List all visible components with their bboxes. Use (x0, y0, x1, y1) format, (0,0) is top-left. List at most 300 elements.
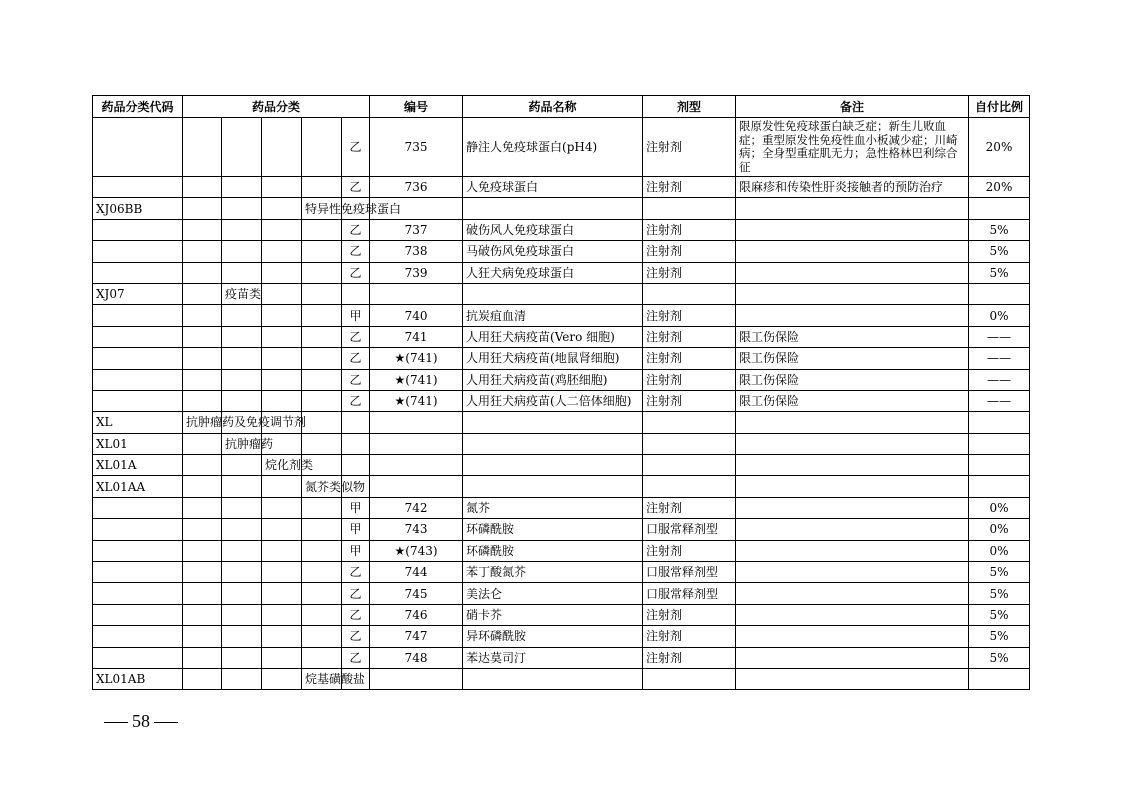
cell-num: 736 (370, 177, 463, 198)
cell-remark (736, 198, 969, 219)
cell-form: 注射剂 (643, 369, 736, 390)
cell-cat2 (222, 497, 262, 518)
cell-num: 745 (370, 583, 463, 604)
cell-cat2 (222, 348, 262, 369)
cell-name (463, 668, 643, 689)
cell-cat1 (183, 177, 222, 198)
cell-form: 注射剂 (643, 390, 736, 411)
cell-cat4 (302, 348, 342, 369)
cell-num: 742 (370, 497, 463, 518)
cell-ratio: 20% (969, 118, 1030, 177)
cell-cat1 (183, 118, 222, 177)
cell-cat2 (222, 219, 262, 240)
page-number (100, 711, 182, 732)
cell-name (463, 412, 643, 433)
cell-code: XL (93, 412, 183, 433)
cell-remark (736, 604, 969, 625)
cell-cat3 (262, 118, 302, 177)
cell-ratio (969, 455, 1030, 476)
cell-form: 注射剂 (643, 219, 736, 240)
cell-ratio (969, 668, 1030, 689)
cell-name (463, 433, 643, 454)
cell-cat1 (183, 455, 222, 476)
cell-code (93, 562, 183, 583)
table-row (93, 497, 1030, 518)
cell-ratio: 5% (969, 562, 1030, 583)
table-row (93, 326, 1030, 347)
cell-code: XJ06BB (93, 198, 183, 219)
cell-ratio: 0% (969, 540, 1030, 561)
cell-cat3 (262, 540, 302, 561)
cell-num: 739 (370, 262, 463, 283)
cell-cat3 (262, 305, 302, 326)
cell-cat4: 烷基磺酸盐 (302, 668, 342, 689)
cell-remark: 限麻疹和传染性肝炎接触者的预防治疗 (736, 177, 969, 198)
cell-form: 注射剂 (643, 262, 736, 283)
cell-num (370, 455, 463, 476)
cell-remark (736, 219, 969, 240)
cell-name: 静注人免疫球蛋白(pH4) (463, 118, 643, 177)
cell-code (93, 626, 183, 647)
cell-cat4: 特异性免疫球蛋白 (302, 198, 342, 219)
cell-cat3 (262, 519, 302, 540)
cell-cat2 (222, 198, 262, 219)
cell-ratio (969, 198, 1030, 219)
cell-cat2: 疫苗类 (222, 283, 262, 304)
cell-grade: 甲 (342, 497, 370, 518)
cell-name: 人用狂犬病疫苗(地鼠肾细胞) (463, 348, 643, 369)
cell-form: 口服常释剂型 (643, 562, 736, 583)
cell-cat1 (183, 369, 222, 390)
cell-name: 人免疫球蛋白 (463, 177, 643, 198)
cell-code (93, 177, 183, 198)
cell-remark (736, 647, 969, 668)
cell-form: 口服常释剂型 (643, 519, 736, 540)
cell-cat1 (183, 348, 222, 369)
cell-cat2 (222, 647, 262, 668)
cell-form: 注射剂 (643, 647, 736, 668)
cell-grade: 甲 (342, 305, 370, 326)
cell-name: 破伤风人免疫球蛋白 (463, 219, 643, 240)
cell-name: 苯达莫司汀 (463, 647, 643, 668)
table-row (93, 433, 1030, 454)
cell-cat1 (183, 497, 222, 518)
header-number: 编号 (370, 96, 463, 118)
table-row (93, 455, 1030, 476)
cell-cat4 (302, 519, 342, 540)
cell-cat1 (183, 262, 222, 283)
cell-grade: 乙 (342, 562, 370, 583)
cell-cat4 (302, 262, 342, 283)
cell-cat1 (183, 241, 222, 262)
header-remark: 备注 (736, 96, 969, 118)
cell-code (93, 118, 183, 177)
cell-num: 738 (370, 241, 463, 262)
cell-code (93, 390, 183, 411)
table-row (93, 177, 1030, 198)
cell-remark (736, 283, 969, 304)
cell-name: 人用狂犬病疫苗(人二倍体细胞) (463, 390, 643, 411)
cell-cat4 (302, 390, 342, 411)
cell-ratio: 5% (969, 604, 1030, 625)
cell-ratio: 0% (969, 497, 1030, 518)
cell-cat1 (183, 433, 222, 454)
cell-num: 747 (370, 626, 463, 647)
cell-remark (736, 626, 969, 647)
cell-grade: 乙 (342, 118, 370, 177)
cell-num: 748 (370, 647, 463, 668)
cell-num (370, 668, 463, 689)
cell-cat2 (222, 626, 262, 647)
page-dash-left (104, 722, 128, 723)
cell-cat2 (222, 604, 262, 625)
cell-name: 苯丁酸氮芥 (463, 562, 643, 583)
cell-num: ★(743) (370, 540, 463, 561)
cell-cat2 (222, 177, 262, 198)
cell-cat2 (222, 583, 262, 604)
cell-code (93, 241, 183, 262)
cell-name: 环磷酰胺 (463, 540, 643, 561)
drug-table (92, 95, 1030, 690)
cell-cat2 (222, 369, 262, 390)
cell-grade (342, 412, 370, 433)
cell-num (370, 476, 463, 497)
cell-ratio: —— (969, 326, 1030, 347)
cell-cat4 (302, 219, 342, 240)
cell-grade: 乙 (342, 348, 370, 369)
cell-name: 异环磷酰胺 (463, 626, 643, 647)
cell-cat1 (183, 390, 222, 411)
cell-num: 735 (370, 118, 463, 177)
cell-code (93, 305, 183, 326)
header-ratio: 自付比例 (969, 96, 1030, 118)
cell-cat1 (183, 647, 222, 668)
cell-ratio: 5% (969, 241, 1030, 262)
cell-cat2 (222, 390, 262, 411)
cell-form: 注射剂 (643, 540, 736, 561)
cell-cat2 (222, 668, 262, 689)
cell-num: 743 (370, 519, 463, 540)
cell-grade: 乙 (342, 647, 370, 668)
cell-num: 741 (370, 326, 463, 347)
cell-cat4 (302, 177, 342, 198)
cell-remark: 限原发性免疫球蛋白缺乏症；新生儿败血症；重型原发性免疫性血小板减少症；川崎病；全身型重症肌无力；急性格林巴利综合征 (736, 118, 969, 177)
cell-num: 740 (370, 305, 463, 326)
cell-cat4 (302, 412, 342, 433)
cell-ratio: 5% (969, 647, 1030, 668)
cell-cat1 (183, 562, 222, 583)
cell-code: XJ07 (93, 283, 183, 304)
cell-remark (736, 540, 969, 561)
cell-code (93, 326, 183, 347)
cell-remark: 限工伤保险 (736, 390, 969, 411)
page-dash-right (154, 722, 178, 723)
cell-grade: 乙 (342, 219, 370, 240)
table-row (93, 540, 1030, 561)
table-row (93, 241, 1030, 262)
cell-remark (736, 497, 969, 518)
cell-cat3 (262, 262, 302, 283)
cell-code: XL01AA (93, 476, 183, 497)
cell-name (463, 455, 643, 476)
cell-name (463, 283, 643, 304)
cell-form (643, 476, 736, 497)
cell-cat2 (222, 455, 262, 476)
cell-cat3 (262, 647, 302, 668)
cell-grade: 乙 (342, 326, 370, 347)
table-row (93, 412, 1030, 433)
table-header-row (93, 96, 1030, 118)
cell-grade (342, 455, 370, 476)
cell-form: 注射剂 (643, 348, 736, 369)
cell-ratio: 0% (969, 519, 1030, 540)
cell-code (93, 219, 183, 240)
cell-remark (736, 241, 969, 262)
cell-cat2 (222, 262, 262, 283)
header-form: 剂型 (643, 96, 736, 118)
cell-cat4 (302, 283, 342, 304)
cell-num (370, 283, 463, 304)
cell-grade: 甲 (342, 540, 370, 561)
cell-code (93, 348, 183, 369)
cell-grade: 乙 (342, 369, 370, 390)
cell-remark (736, 476, 969, 497)
cell-remark (736, 305, 969, 326)
cell-cat4 (302, 604, 342, 625)
cell-cat3 (262, 497, 302, 518)
cell-ratio (969, 476, 1030, 497)
cell-code (93, 647, 183, 668)
cell-cat1 (183, 198, 222, 219)
cell-grade: 乙 (342, 583, 370, 604)
cell-grade: 乙 (342, 604, 370, 625)
cell-code (93, 604, 183, 625)
cell-remark (736, 455, 969, 476)
cell-code (93, 540, 183, 561)
table-row (93, 219, 1030, 240)
table-row (93, 369, 1030, 390)
table-row (93, 604, 1030, 625)
cell-cat4 (302, 583, 342, 604)
cell-cat4 (302, 433, 342, 454)
cell-ratio: 20% (969, 177, 1030, 198)
cell-cat3 (262, 348, 302, 369)
cell-grade: 乙 (342, 177, 370, 198)
cell-cat1 (183, 626, 222, 647)
cell-grade: 乙 (342, 262, 370, 283)
header-category: 药品分类 (183, 96, 370, 118)
cell-cat2 (222, 519, 262, 540)
cell-cat3 (262, 562, 302, 583)
cell-cat3 (262, 241, 302, 262)
cell-cat4: 氮芥类似物 (302, 476, 342, 497)
header-name: 药品名称 (463, 96, 643, 118)
cell-form: 注射剂 (643, 497, 736, 518)
cell-cat1 (183, 604, 222, 625)
cell-grade: 乙 (342, 241, 370, 262)
cell-form: 注射剂 (643, 177, 736, 198)
cell-code (93, 583, 183, 604)
cell-form: 口服常释剂型 (643, 583, 736, 604)
cell-num: ★(741) (370, 369, 463, 390)
cell-cat2: 抗肿瘤药 (222, 433, 262, 454)
cell-ratio: 5% (969, 262, 1030, 283)
cell-cat1: 抗肿瘤药及免疫调节剂 (183, 412, 222, 433)
cell-name: 马破伤风免疫球蛋白 (463, 241, 643, 262)
cell-cat1 (183, 326, 222, 347)
cell-num: 737 (370, 219, 463, 240)
cell-cat3 (262, 626, 302, 647)
cell-name: 美法仑 (463, 583, 643, 604)
cell-num (370, 433, 463, 454)
cell-remark (736, 583, 969, 604)
cell-name: 抗炭疽血清 (463, 305, 643, 326)
cell-remark (736, 668, 969, 689)
cell-cat3 (262, 668, 302, 689)
cell-cat1 (183, 668, 222, 689)
table-row (93, 668, 1030, 689)
cell-name: 环磷酰胺 (463, 519, 643, 540)
cell-name: 人用狂犬病疫苗(Vero 细胞) (463, 326, 643, 347)
cell-code (93, 519, 183, 540)
cell-code: XL01 (93, 433, 183, 454)
cell-cat2 (222, 540, 262, 561)
cell-num: 744 (370, 562, 463, 583)
cell-cat3 (262, 369, 302, 390)
cell-grade: 乙 (342, 626, 370, 647)
cell-num: 746 (370, 604, 463, 625)
cell-cat4 (302, 241, 342, 262)
cell-form: 注射剂 (643, 626, 736, 647)
cell-remark: 限工伤保险 (736, 369, 969, 390)
cell-form: 注射剂 (643, 241, 736, 262)
table-row (93, 283, 1030, 304)
cell-cat2 (222, 562, 262, 583)
table-row (93, 562, 1030, 583)
cell-cat3 (262, 390, 302, 411)
cell-ratio: 5% (969, 626, 1030, 647)
page-number-text: 58 (132, 711, 150, 731)
cell-cat1 (183, 476, 222, 497)
cell-num (370, 412, 463, 433)
cell-remark: 限工伤保险 (736, 348, 969, 369)
cell-cat2 (222, 305, 262, 326)
cell-form: 注射剂 (643, 305, 736, 326)
cell-remark (736, 412, 969, 433)
cell-ratio: 0% (969, 305, 1030, 326)
cell-num: ★(741) (370, 348, 463, 369)
cell-cat3 (262, 219, 302, 240)
cell-ratio (969, 412, 1030, 433)
cell-cat4 (302, 369, 342, 390)
cell-code: XL01AB (93, 668, 183, 689)
table-body (93, 118, 1030, 690)
cell-form: 注射剂 (643, 326, 736, 347)
table-row (93, 647, 1030, 668)
cell-cat4 (302, 626, 342, 647)
cell-ratio: 5% (969, 583, 1030, 604)
cell-cat2 (222, 118, 262, 177)
cell-form (643, 455, 736, 476)
cell-cat3 (262, 283, 302, 304)
cell-form (643, 412, 736, 433)
table-row (93, 198, 1030, 219)
cell-cat1 (183, 219, 222, 240)
cell-remark (736, 262, 969, 283)
cell-code (93, 497, 183, 518)
cell-ratio (969, 433, 1030, 454)
table-row (93, 626, 1030, 647)
cell-cat1 (183, 540, 222, 561)
cell-cat4 (302, 326, 342, 347)
cell-name (463, 476, 643, 497)
cell-cat3 (262, 326, 302, 347)
table-row (93, 583, 1030, 604)
cell-form (643, 668, 736, 689)
cell-name: 硝卡芥 (463, 604, 643, 625)
cell-cat4 (302, 305, 342, 326)
header-code: 药品分类代码 (93, 96, 183, 118)
cell-remark: 限工伤保险 (736, 326, 969, 347)
cell-cat2 (222, 476, 262, 497)
cell-cat4 (302, 647, 342, 668)
cell-grade: 甲 (342, 519, 370, 540)
cell-cat1 (183, 583, 222, 604)
cell-num: ★(741) (370, 390, 463, 411)
table-row (93, 348, 1030, 369)
cell-cat3 (262, 198, 302, 219)
cell-form: 注射剂 (643, 604, 736, 625)
cell-ratio: —— (969, 369, 1030, 390)
cell-grade (342, 283, 370, 304)
table-row (93, 262, 1030, 283)
cell-form (643, 433, 736, 454)
cell-name (463, 198, 643, 219)
cell-name: 人狂犬病免疫球蛋白 (463, 262, 643, 283)
cell-form: 注射剂 (643, 118, 736, 177)
cell-cat4 (302, 562, 342, 583)
table-row (93, 390, 1030, 411)
cell-code: XL01A (93, 455, 183, 476)
cell-cat3 (262, 604, 302, 625)
cell-cat1 (183, 283, 222, 304)
table-row (93, 305, 1030, 326)
cell-form (643, 283, 736, 304)
cell-cat3: 烷化剂类 (262, 455, 302, 476)
cell-cat1 (183, 519, 222, 540)
cell-cat3 (262, 583, 302, 604)
cell-cat4 (302, 540, 342, 561)
cell-cat3 (262, 476, 302, 497)
cell-ratio: 5% (969, 219, 1030, 240)
table-row (93, 519, 1030, 540)
cell-grade: 乙 (342, 390, 370, 411)
cell-cat2 (222, 241, 262, 262)
table-row (93, 476, 1030, 497)
cell-name: 氮芥 (463, 497, 643, 518)
cell-cat3 (262, 177, 302, 198)
cell-cat4 (302, 118, 342, 177)
cell-cat4 (302, 497, 342, 518)
cell-ratio: —— (969, 390, 1030, 411)
cell-remark (736, 562, 969, 583)
cell-name: 人用狂犬病疫苗(鸡胚细胞) (463, 369, 643, 390)
cell-remark (736, 519, 969, 540)
table-row (93, 118, 1030, 177)
cell-form (643, 198, 736, 219)
cell-grade (342, 433, 370, 454)
cell-remark (736, 433, 969, 454)
